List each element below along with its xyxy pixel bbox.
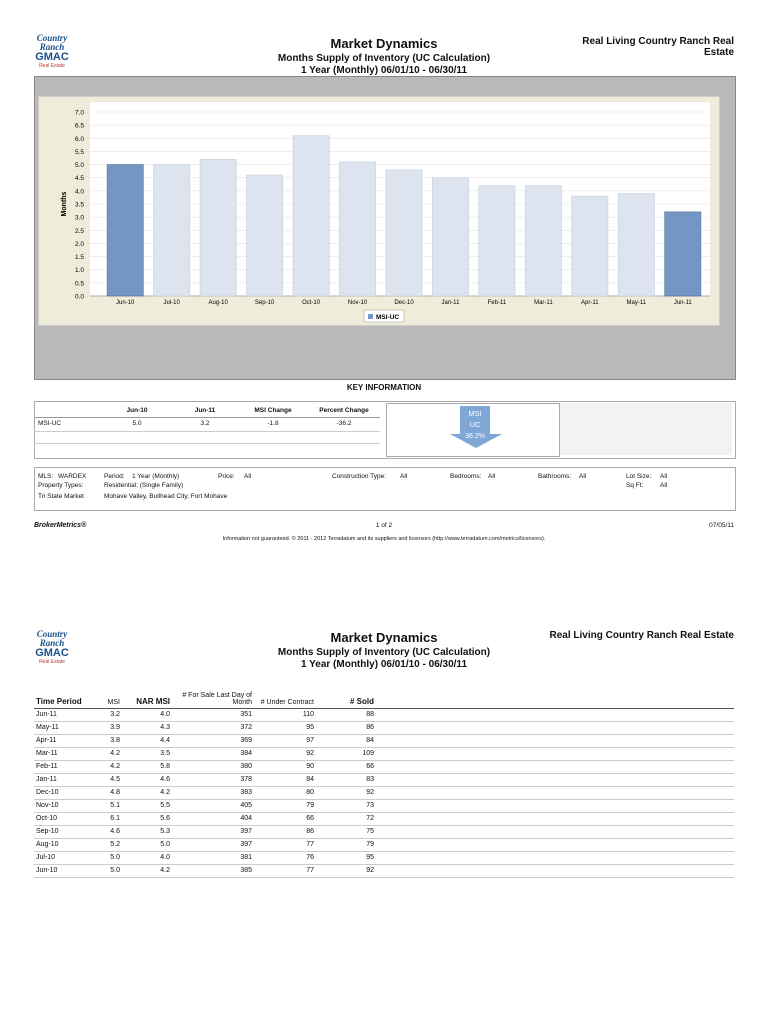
table-cell: 92 <box>256 748 318 761</box>
table-cell: 79 <box>256 800 318 813</box>
table-cell: 378 <box>174 774 256 787</box>
lotsize-value: All <box>660 473 668 480</box>
table-cell: 3.2 <box>90 709 124 722</box>
ki-row-percent: -36.2 <box>336 420 352 427</box>
price-label: Price: <box>218 473 235 480</box>
table-row <box>34 761 734 774</box>
table-cell: May-11 <box>34 722 90 735</box>
table-cell: 66 <box>256 813 318 826</box>
page-title: Market Dynamics <box>330 36 438 51</box>
table-cell: 80 <box>256 787 318 800</box>
bathrooms-label: Bathrooms: <box>538 473 572 480</box>
table-cell: 5.2 <box>90 839 124 852</box>
legend-swatch <box>368 314 373 319</box>
table-cell: 385 <box>174 865 256 878</box>
arrow-label-1: MSI <box>468 409 482 418</box>
table-cell: 404 <box>174 813 256 826</box>
x-tick-label: Jul-10 <box>163 300 180 306</box>
x-tick-label: Nov-10 <box>347 300 368 306</box>
table-cell: 95 <box>256 722 318 735</box>
table-cell: Feb-11 <box>34 761 90 774</box>
y-tick-label: 3.0 <box>74 214 84 222</box>
table-cell: 77 <box>256 839 318 852</box>
construction-value: All <box>400 473 408 480</box>
disclaimer: Information not guaranteed. © 2011 - 2012 Terradatum and its suppliers and licensors (http://www.terradatum.com/metrics/licensors). <box>222 536 546 542</box>
table-cell: Jun-10 <box>34 865 90 878</box>
table-cell: 4.5 <box>90 774 124 787</box>
table-cell: 372 <box>174 722 256 735</box>
table-cell: 110 <box>256 709 318 722</box>
table-cell: 5.0 <box>90 852 124 865</box>
table-cell: Apr-11 <box>34 735 90 748</box>
table-cell-spacer <box>378 709 734 722</box>
page-number: 1 of 2 <box>375 522 393 529</box>
table-cell: 77 <box>256 865 318 878</box>
logo-line-3: GMAC <box>35 51 69 63</box>
table-cell: 5.1 <box>90 800 124 813</box>
bar-may-11 <box>618 193 654 296</box>
trend-spacer <box>560 403 732 455</box>
y-tick-label: 0.5 <box>74 280 84 288</box>
x-tick-label: Oct-10 <box>302 300 321 306</box>
table-cell: 66 <box>318 761 378 774</box>
logo-line-1: Country <box>36 33 68 43</box>
bedrooms-label: Bedrooms: <box>450 473 482 480</box>
table-cell-spacer <box>378 774 734 787</box>
table-cell: 397 <box>174 839 256 852</box>
col-msi: MSI <box>90 692 124 709</box>
page-date-range: 1 Year (Monthly) 06/01/10 - 06/30/11 <box>300 65 468 76</box>
table-cell: 109 <box>318 748 378 761</box>
ki-row-divider <box>34 431 380 432</box>
table-cell-spacer <box>378 787 734 800</box>
bar-dec-10 <box>386 170 422 296</box>
table-cell-spacer <box>378 813 734 826</box>
table-cell: 3.5 <box>124 748 174 761</box>
bar-mar-11 <box>525 186 561 296</box>
bar-jun-11 <box>665 212 701 296</box>
bar-aug-10 <box>200 159 236 296</box>
table-cell: 5.8 <box>124 761 174 774</box>
bar-apr-11 <box>572 196 608 296</box>
table-cell: 88 <box>318 709 378 722</box>
table-cell: 97 <box>256 735 318 748</box>
property-value: Residential: (Single Family) <box>104 482 184 489</box>
y-tick-label: 2.5 <box>74 227 84 235</box>
logo-line-4: Real Estate <box>39 659 65 665</box>
bar-jan-11 <box>432 178 468 296</box>
table-cell: 5.0 <box>90 865 124 878</box>
page-subtitle: Months Supply of Inventory (UC Calculation) <box>277 53 491 64</box>
ki-header-divider <box>34 417 380 418</box>
col-spacer <box>378 692 734 709</box>
y-tick-label: 0.0 <box>74 293 84 301</box>
table-row <box>34 709 734 722</box>
table-cell-spacer <box>378 800 734 813</box>
table-cell: 92 <box>318 787 378 800</box>
mls-value: WARDEX <box>58 473 87 480</box>
table-header-row <box>34 692 734 709</box>
market-label: Tri State Market <box>38 493 84 500</box>
table-row <box>34 774 734 787</box>
y-tick-label: 7.0 <box>74 109 84 117</box>
table-cell: 381 <box>174 852 256 865</box>
table-cell: 405 <box>174 800 256 813</box>
ki-row-start: 5.0 <box>132 420 142 427</box>
table-cell: 4.3 <box>124 722 174 735</box>
x-tick-label: Jan-11 <box>441 300 460 306</box>
logo-line-2: Ranch <box>39 638 65 648</box>
table-cell: 4.6 <box>90 826 124 839</box>
company-name-2: Real Living Country Ranch Real Estate <box>549 630 734 641</box>
table-cell: 86 <box>318 722 378 735</box>
table-cell: 6.1 <box>90 813 124 826</box>
y-tick-label: 1.5 <box>74 254 84 262</box>
col-under-contract: # Under Contract <box>256 692 318 709</box>
table-cell: 84 <box>256 774 318 787</box>
table-row <box>34 813 734 826</box>
ki-row-change: -1.8 <box>267 420 279 427</box>
y-tick-label: 2.0 <box>74 240 84 248</box>
table-cell: 4.4 <box>124 735 174 748</box>
table-cell: 90 <box>256 761 318 774</box>
table-row <box>34 735 734 748</box>
down-arrow-icon <box>446 406 506 448</box>
table-cell: Oct-10 <box>34 813 90 826</box>
market-value: Mohave Valley, Bullhead City, Fort Mohave <box>104 493 228 500</box>
y-tick-label: 6.0 <box>74 135 84 143</box>
bathrooms-value: All <box>579 473 587 480</box>
y-axis-label: Months <box>61 191 68 217</box>
x-tick-label: Dec-10 <box>394 300 414 306</box>
company-name: Real Living Country Ranch Real Estate <box>582 36 734 58</box>
col-time-period: Time Period <box>34 692 90 709</box>
logo-line-4: Real Estate <box>39 63 65 69</box>
y-tick-label: 3.5 <box>74 201 84 209</box>
bedrooms-value: All <box>488 473 496 480</box>
page-subtitle-2: Months Supply of Inventory (UC Calculation) <box>277 647 491 658</box>
page-title-2: Market Dynamics <box>330 630 438 645</box>
table-cell: 5.0 <box>124 839 174 852</box>
col-sold: # Sold <box>318 692 378 709</box>
bar-jun-10 <box>107 165 143 296</box>
msi-bar-chart <box>38 96 718 324</box>
bar-feb-11 <box>479 186 515 296</box>
ki-row-label: MSI-UC <box>38 420 62 427</box>
table-cell: 92 <box>318 865 378 878</box>
legend-label: MSI-UC <box>376 314 400 321</box>
x-tick-label: May-11 <box>626 300 647 306</box>
table-cell-spacer <box>378 735 734 748</box>
table-cell: 369 <box>174 735 256 748</box>
x-tick-label: Jun-11 <box>673 300 692 306</box>
logo-line-3: GMAC <box>35 647 69 659</box>
table-cell: Dec-10 <box>34 787 90 800</box>
ki-header-start: Jun-10 <box>126 407 148 414</box>
y-tick-label: 6.5 <box>74 122 84 130</box>
bar-jul-10 <box>154 165 190 296</box>
ki-row-divider-2 <box>34 443 380 444</box>
table-cell: 397 <box>174 826 256 839</box>
bar-nov-10 <box>339 162 375 296</box>
table-cell: 4.2 <box>90 761 124 774</box>
brokermetrics-logo: BrokerMetrics® <box>34 522 87 529</box>
table-cell-spacer <box>378 865 734 878</box>
x-tick-label: Apr-11 <box>581 300 599 306</box>
ki-header-end: Jun-11 <box>194 407 216 414</box>
x-tick-label: Jun-10 <box>116 300 135 306</box>
sqft-label: Sq Ft: <box>626 482 644 489</box>
mls-label: MLS: <box>38 473 54 480</box>
table-cell: 72 <box>318 813 378 826</box>
lotsize-label: Lot Size: <box>626 473 652 480</box>
table-cell: 4.8 <box>90 787 124 800</box>
table-cell: 73 <box>318 800 378 813</box>
col-nar-msi: NAR MSI <box>124 692 174 709</box>
property-label: Property Types: <box>38 482 84 489</box>
table-cell: 86 <box>256 826 318 839</box>
price-value: All <box>244 473 252 480</box>
period-value: 1 Year (Monthly) <box>132 473 180 480</box>
table-cell: Jul-10 <box>34 852 90 865</box>
table-row <box>34 826 734 839</box>
y-tick-label: 1.0 <box>74 267 84 275</box>
sqft-value: All <box>660 482 668 489</box>
bar-sep-10 <box>246 175 282 296</box>
table-cell: 384 <box>174 748 256 761</box>
table-row <box>34 865 734 878</box>
period-label: Period: <box>104 473 125 480</box>
ki-header-change: MSI Change <box>254 407 292 414</box>
table-cell: Nov-10 <box>34 800 90 813</box>
table-cell: 4.6 <box>124 774 174 787</box>
table-row <box>34 800 734 813</box>
y-tick-label: 5.5 <box>74 148 84 156</box>
table-cell: 383 <box>174 787 256 800</box>
table-cell: 79 <box>318 839 378 852</box>
x-tick-label: Mar-11 <box>534 300 553 306</box>
table-cell-spacer <box>378 852 734 865</box>
page-date-range-2: 1 Year (Monthly) 06/01/10 - 06/30/11 <box>300 659 468 670</box>
table-cell-spacer <box>378 761 734 774</box>
bar-oct-10 <box>293 136 329 296</box>
table-cell: 380 <box>174 761 256 774</box>
report-date: 07/05/11 <box>709 522 734 529</box>
ki-row-end: 3.2 <box>200 420 210 427</box>
table-cell: 4.2 <box>124 787 174 800</box>
table-cell: 4.0 <box>124 852 174 865</box>
table-cell: Aug-10 <box>34 839 90 852</box>
logo-line-1: Country <box>36 629 68 639</box>
x-tick-labels <box>116 300 692 306</box>
table-cell: 4.2 <box>124 865 174 878</box>
x-tick-label: Sep-10 <box>254 300 275 306</box>
table-cell-spacer <box>378 826 734 839</box>
inventory-table <box>34 692 734 878</box>
table-cell: Mar-11 <box>34 748 90 761</box>
table-cell: 3.9 <box>90 722 124 735</box>
table-cell: 75 <box>318 826 378 839</box>
arrow-label-3: 36.2% <box>465 433 485 440</box>
construction-label: Construction Type: <box>332 473 387 480</box>
table-cell: Jun-11 <box>34 709 90 722</box>
table-cell: Sep-10 <box>34 826 90 839</box>
table-cell: 4.2 <box>90 748 124 761</box>
y-tick-label: 4.0 <box>74 188 84 196</box>
y-tick-label: 5.0 <box>74 162 84 170</box>
logo-line-2: Ranch <box>39 42 65 52</box>
table-cell: 84 <box>318 735 378 748</box>
table-cell: Jan-11 <box>34 774 90 787</box>
arrow-label-2: UC <box>469 420 481 429</box>
table-cell: 3.8 <box>90 735 124 748</box>
ki-header-percent: Percent Change <box>319 407 369 414</box>
table-row <box>34 787 734 800</box>
x-tick-label: Aug-10 <box>208 300 228 306</box>
table-cell: 76 <box>256 852 318 865</box>
col-for-sale: # For Sale Last Day of Month <box>174 692 256 709</box>
y-tick-labels <box>75 110 84 301</box>
table-cell: 5.3 <box>124 826 174 839</box>
table-cell: 5.6 <box>124 813 174 826</box>
table-row <box>34 722 734 735</box>
table-cell-spacer <box>378 748 734 761</box>
table-body <box>34 709 734 878</box>
y-tick-label: 4.5 <box>74 175 84 183</box>
table-cell: 95 <box>318 852 378 865</box>
table-cell: 83 <box>318 774 378 787</box>
x-tick-label: Feb-11 <box>487 300 507 306</box>
table-row <box>34 748 734 761</box>
table-cell: 5.5 <box>124 800 174 813</box>
table-cell-spacer <box>378 839 734 852</box>
table-cell-spacer <box>378 722 734 735</box>
table-row <box>34 839 734 852</box>
table-cell: 4.0 <box>124 709 174 722</box>
table-row <box>34 852 734 865</box>
key-info-title: KEY INFORMATION <box>346 383 422 392</box>
table-cell: 351 <box>174 709 256 722</box>
